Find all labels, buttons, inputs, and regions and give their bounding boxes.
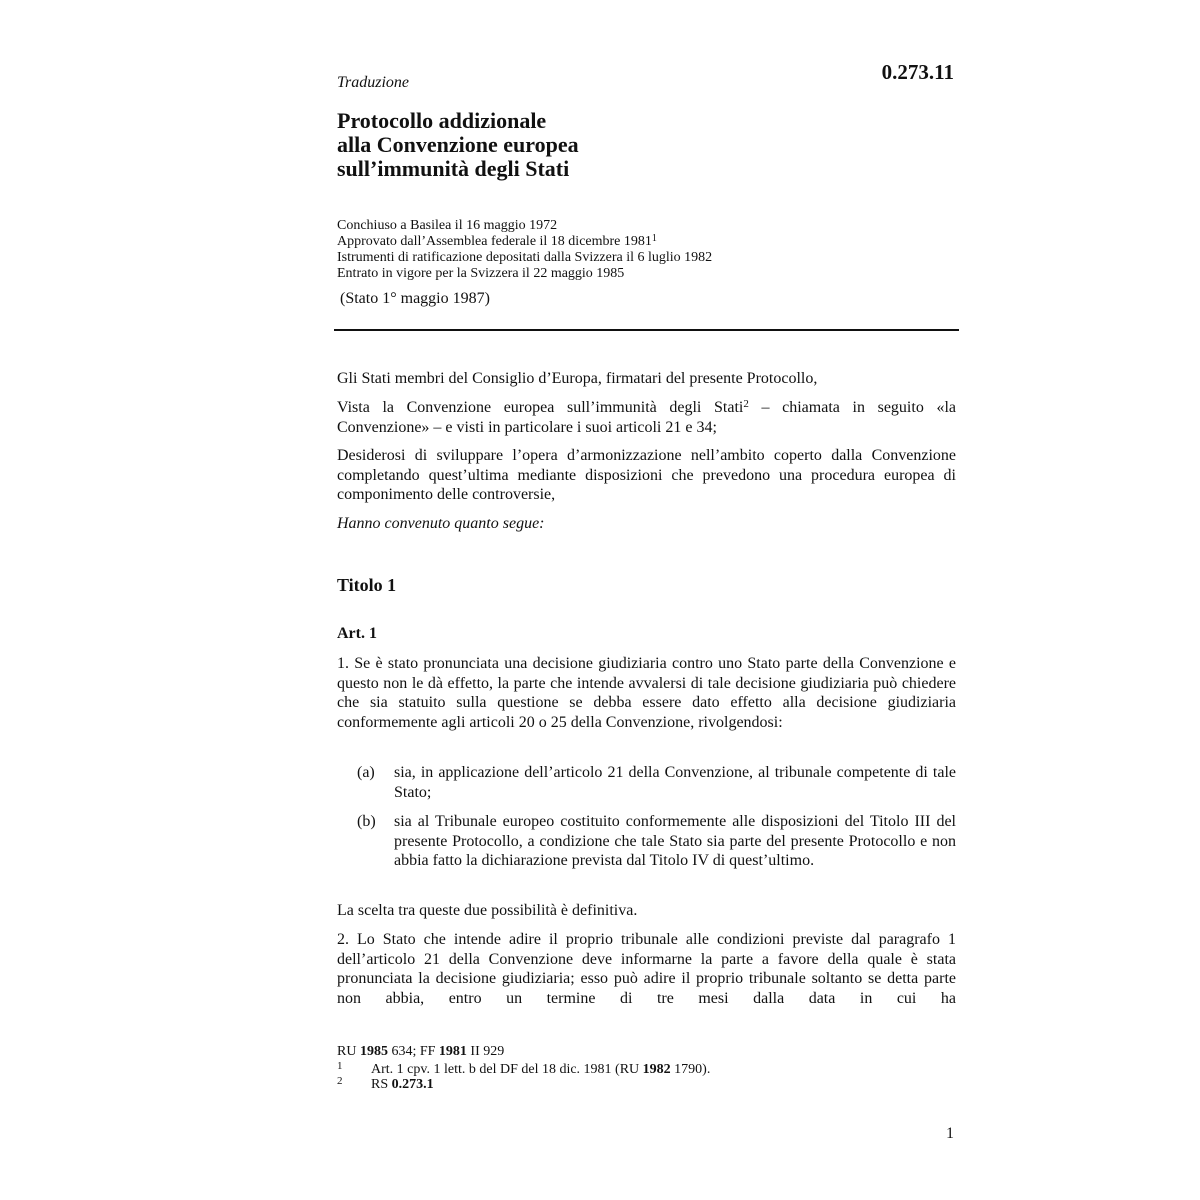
footnote-1 [337, 1060, 711, 1077]
preamble-paragraph-2: Vista la Convenzione europea sull’immunità degli Stati$^2$ – chiamata in seguito «la Convenzione» – e visti in particolare i suoi articoli 21 e 34; [337, 398, 957, 436]
footnote-2-text: RS 0.273.1 [371, 1077, 434, 1092]
meta-ratification: Istrumenti di ratificazione depositati dalla Svizzera il 6 luglio 1982 [337, 250, 713, 265]
footnotes [337, 1044, 711, 1092]
footnote-2 [337, 1077, 504, 1092]
list-text-a: sia, in applicazione dell’articolo 21 della Convenzione, al tribunale competente di tale Stato; [394, 764, 956, 801]
status-date: (Stato 1° maggio 1987) [340, 290, 490, 307]
footnote-source-ref: RU 1985 634; FF 1981 II 929 [337, 1044, 505, 1059]
meta-concluded: Conchiuso a Basilea il 16 maggio 1972 [337, 218, 558, 233]
header-divider [334, 329, 959, 331]
meta-in-force: Entrato in vigore per la Svizzera il 22 maggio 1985 [337, 266, 625, 281]
article-choice-note: La scelta tra queste due possibilità è definitiva. [337, 902, 638, 919]
meta-approved: Approvato dall’Assemblea federale il 18 dicembre 1981 [337, 234, 652, 249]
translation-label: Traduzione [337, 74, 410, 91]
preamble-paragraph-3: Desiderosi di sviluppare l’opera d’armonizzazione nell’ambito coperto dalla Convenzione completando quest’ultima mediante disposizioni che prevedono una procedura europea di componimento delle controversie, [337, 447, 956, 504]
page-number: 1 [946, 1125, 954, 1142]
preamble-paragraph-4: Hanno convenuto quanto segue: [337, 515, 545, 532]
article-paragraph-1: 1. Se è stato pronunciata una decisione giudiziaria contro uno Stato parte della Convenzione e questo non le dà effetto, la parte che intende avvalersi di tale decisione giudiziaria può chiedere che sia statuito sulla questione se debba essere dato effetto alla decisione giudiziaria conformemente agli articoli 20 o 25 della Convenzione, rivolgendosi: [337, 655, 956, 731]
list-text-b: sia al Tribunale europeo costituito conformemente alle disposizioni del Titolo III del presente Protocollo, a condizione che tale Stato sia parte del presente Protocollo e non abbia fatto la dichiarazione prevista dal Titolo IV di quest’ultimo. [394, 813, 956, 870]
sr-number: 0.273.11 [881, 60, 954, 84]
document-title [337, 109, 579, 181]
list-label-a: (a) [357, 764, 375, 781]
article-paragraph-2: 2. Lo Stato che intende adire il proprio tribunale alle condizioni previste dal paragrafo 1 dell’articolo 21 della Convenzione deve informarne la parte a favore della quale è stata pronunciata la decisione giudiziaria; esso può adire il proprio tribunale soltanto se detta parte non abbia, entro un termine di tre mesi dalla data in cui ha [337, 931, 956, 1007]
footnote-2-number: 2 [337, 1075, 343, 1087]
footnote-1-text: Art. 1 cpv. 1 lett. b del DF del 18 dic. 1981 (RU 1982 1790). [371, 1062, 711, 1077]
article-heading: Art. 1 [337, 625, 377, 642]
footnote-ref-1[interactable]: 1 [651, 233, 657, 244]
title-line-1: Protocollo addizionale [337, 108, 547, 133]
title-line-3: sull’immunità degli Stati [337, 156, 570, 181]
footnote-ref-2[interactable]: 2 [743, 398, 749, 410]
footnote-1-number: 1 [337, 1060, 343, 1072]
list-label-b: (b) [357, 813, 376, 830]
section-title: Titolo 1 [337, 575, 397, 595]
document-metadata [337, 218, 712, 282]
title-line-2: alla Convenzione europea [337, 132, 579, 157]
preamble-paragraph-1: Gli Stati membri del Consiglio d’Europa, firmatari del presente Protocollo, [337, 370, 818, 387]
footnote-2-link[interactable]: 0.273.1 [391, 1077, 434, 1092]
meta-approved-line [337, 234, 712, 250]
